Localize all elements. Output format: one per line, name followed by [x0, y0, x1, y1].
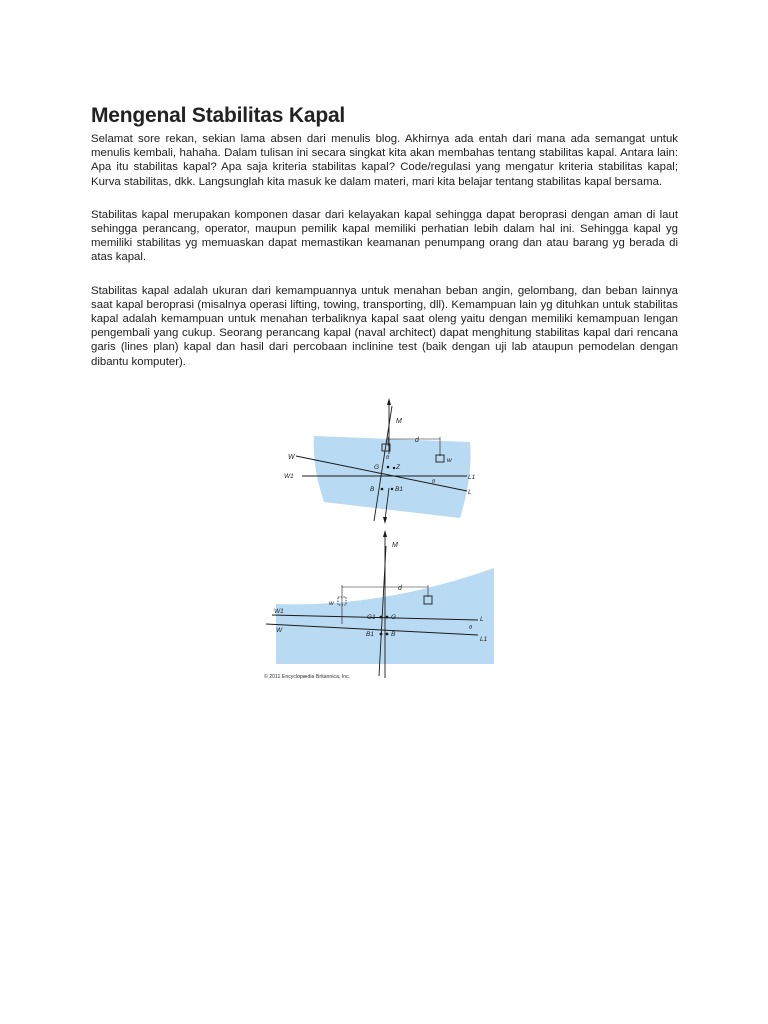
- bottom-label-L1: L1: [480, 636, 488, 643]
- bottom-label-d: d: [398, 585, 402, 592]
- top-label-L: L: [468, 489, 472, 496]
- paragraph-measure: Stabilitas kapal adalah ukuran dari kemampuannya untuk menahan beban angin, gelombang, dan beban lainnya saat kapal beroprasi (misalnya operasi lifting, towing, transporting, dll). Kemampuan lain yg dituhkan untuk stabilitas kapal adalah kemampuan untuk menahan terbaliknya kapal saat oleng yaitu dengan memiliki kemampuan lengan pengembali yang cukup. Seorang perancang kapal (naval architect) dapat menghitung stabilitas kapal dari rencana garis (lines plan) kapal dan hasil dari percobaan inclinine test (baik dengan uji lab ataupun pemodelan dengan dibantu komputer).: [91, 284, 678, 368]
- top-diagram: [284, 398, 476, 524]
- top-hull-shape: [314, 436, 471, 518]
- top-label-G: G: [374, 464, 380, 471]
- top-arrow-up: [387, 398, 391, 405]
- bottom-label-M: M: [392, 542, 398, 549]
- bottom-label-B: B: [391, 631, 396, 638]
- top-point-G: [387, 466, 390, 469]
- top-label-theta-lower: θ: [432, 479, 435, 485]
- top-label-W: W: [288, 454, 295, 461]
- top-arrow-down: [383, 517, 387, 524]
- bottom-label-W: W: [276, 627, 283, 634]
- top-label-W1: W1: [284, 473, 294, 480]
- top-label-d: d: [415, 437, 419, 444]
- bottom-point-G1: [380, 616, 383, 619]
- bottom-label-L: L: [480, 616, 484, 623]
- bottom-label-G1: G1: [367, 614, 376, 621]
- article: [91, 104, 678, 388]
- bottom-label-w: w: [329, 600, 334, 607]
- bottom-arrow-up: [383, 530, 387, 537]
- bottom-label-B1: B1: [366, 631, 374, 638]
- bottom-point-B1: [380, 633, 383, 636]
- paragraph-intro: Selamat sore rekan, sekian lama absen dari menulis blog. Akhirnya ada entah dari mana ada semangat untuk menulis kembali, hahaha. Dalam tulisan ini secara singkat kita akan membahas tentang stabilitas kapal. Antara lain: Apa itu stabilitas kapal? Apa saja kriteria stabilitas kapal? Code/regulasi yang mengatur kriteria stabilitas kapal; Kurva stabilitas, dkk. Langsunglah kita masuk ke dalam materi, mari kita belajar tentang stabilitas kapal bersama.: [91, 133, 678, 188]
- top-point-B1: [391, 488, 393, 490]
- bottom-label-W1: W1: [274, 608, 284, 615]
- stability-diagram: [262, 396, 494, 686]
- bottom-diagram: [266, 530, 494, 678]
- top-label-L1: L1: [468, 474, 476, 481]
- bottom-label-theta: θ: [469, 625, 472, 631]
- article-title: Mengenal Stabilitas Kapal: [91, 104, 346, 127]
- stability-diagram-svg: [262, 396, 494, 686]
- top-label-B: B: [370, 486, 375, 493]
- top-label-Z: Z: [396, 464, 400, 471]
- top-label-M: M: [396, 418, 402, 425]
- top-label-B1: B1: [395, 486, 403, 493]
- bottom-point-B: [386, 633, 389, 636]
- figure-credit: © 2011 Encyclopædia Britannica, Inc.: [264, 674, 351, 680]
- bottom-label-G: G: [391, 614, 397, 621]
- bottom-point-G: [386, 616, 389, 619]
- top-point-B: [381, 488, 384, 491]
- top-label-theta-upper: θ: [386, 455, 389, 461]
- top-point-Z: [393, 467, 395, 469]
- top-label-w: w: [447, 457, 452, 464]
- paragraph-definition: Stabilitas kapal merupakan komponen dasar dari kelayakan kapal sehingga dapat beroprasi dengan aman di laut sehingga perancang, operator, maupun pemilik kapal memiliki perhatian lebih dalam hal ini. Sehingga kapal yg memiliki stabilitas yg memuaskan dapat memastikan keamanan penumpang orang dan atau barang yg berada di atas kapal.: [91, 208, 678, 264]
